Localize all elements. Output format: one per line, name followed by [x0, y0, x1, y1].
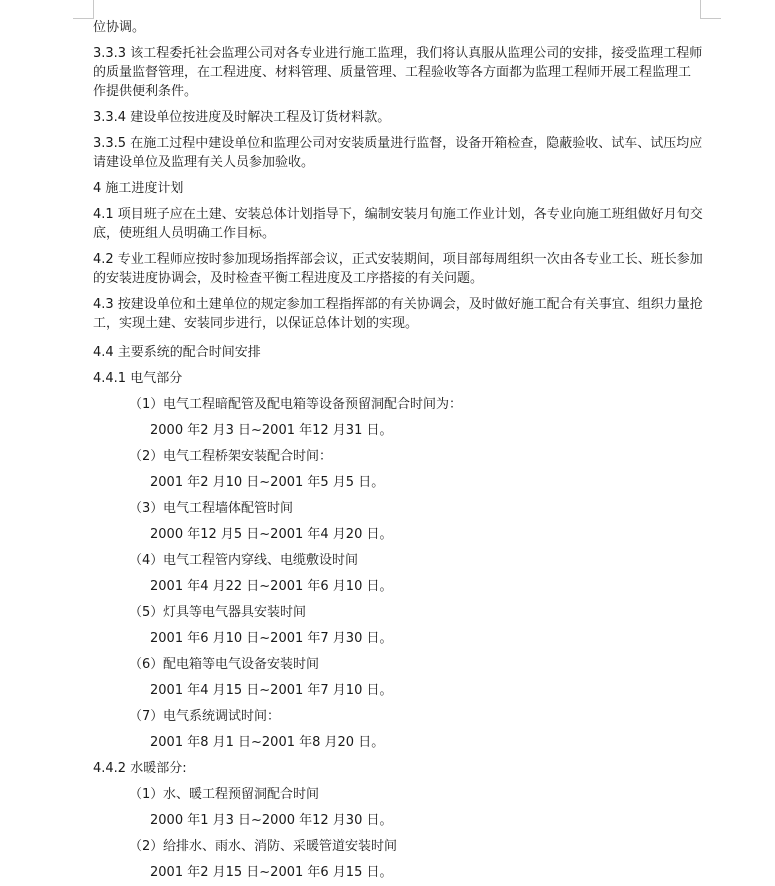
list-item-number: （1） [129, 787, 164, 802]
paragraph: 3.3.3 该工程委托社会监理公司对各专业进行施工监理，我们将认真服从监理公司的安排，接受监理工程师的质量监督管理，在工程进度、材料管理、质量管理、工程验收等各方面都为监理工程师开展工程监理工作提供便利条件。 [93, 46, 703, 99]
paragraph: 位协调。 [93, 20, 146, 35]
margin-mark-top-left [73, 0, 94, 19]
list-item-number: （6） [129, 657, 164, 672]
date-range: 2001 年8 月1 日~2001 年8 月20 日。 [150, 735, 385, 750]
list-item-text: 电气系统调试时间： [163, 709, 281, 724]
date-range: 2000 年2 月3 日~2001 年12 月31 日。 [150, 423, 393, 438]
list-item-text: 水、暖工程预留洞配合时间 [163, 787, 320, 802]
list-item [93, 834, 703, 860]
list-item [93, 652, 703, 678]
margin-mark-top-right [700, 0, 721, 19]
paragraph: 4.2 专业工程师应按时参加现场指挥部会议，正式安装期间，项目部每周组织一次由各专业工长、班长参加的安装进度协调会，及时检查平衡工程进度及工序搭接的有关问题。 [93, 252, 703, 286]
list-item-number: （7） [129, 709, 164, 724]
paragraph: 4.3 按建设单位和土建单位的规定参加工程指挥部的有关协调会，及时做好施工配合有关事宜、组织力量抢工，实现土建、安装同步进行，以保证总体计划的实现。 [93, 297, 703, 331]
list-item-number: （5） [129, 605, 164, 620]
list-item-number: （3） [129, 501, 164, 516]
date-range: 2001 年2 月15 日~2001 年6 月15 日。 [150, 865, 393, 880]
list-item [93, 444, 703, 470]
list-item-number: （2） [129, 839, 164, 854]
list-item-text: 给排水、雨水、消防、采暖管道安装时间 [163, 839, 398, 854]
document-body [93, 18, 703, 886]
list-item-text: 灯具等电气器具安装时间 [163, 605, 307, 620]
list-item-number: （4） [129, 553, 164, 568]
list-item-text: 配电箱等电气设备安装时间 [163, 657, 320, 672]
list-item [93, 548, 703, 574]
section-heading: 4.4 主要系统的配合时间安排 [93, 345, 261, 360]
date-range: 2001 年6 月10 日~2001 年7 月30 日。 [150, 631, 393, 646]
date-range: 2001 年4 月22 日~2001 年6 月10 日。 [150, 579, 393, 594]
list-item [93, 600, 703, 626]
section-heading: 4.4.2 水暖部分: [93, 761, 187, 776]
date-range: 2001 年2 月10 日~2001 年5 月5 日。 [150, 475, 385, 490]
list-item-text: 电气工程暗配管及配电箱等设备预留洞配合时间为： [163, 397, 463, 412]
date-range: 2001 年4 月15 日~2001 年7 月10 日。 [150, 683, 393, 698]
paragraph: 3.3.5 在施工过程中建设单位和监理公司对安装质量进行监督，设备开箱检查，隐蔽验收、试车、试压均应请建设单位及监理有关人员参加验收。 [93, 136, 703, 170]
paragraph: 4.1 项目班子应在土建、安装总体计划指导下，编制安装月旬施工作业计划，各专业向施工班组做好月旬交底，使班组人员明确工作目标。 [93, 207, 703, 241]
paragraph: 4 施工进度计划 [93, 181, 184, 196]
list-item [93, 392, 703, 418]
list-item-text: 电气工程桥架安装配合时间： [163, 449, 333, 464]
list-item-text: 电气工程管内穿线、电缆敷设时间 [163, 553, 359, 568]
date-range: 2000 年1 月3 日~2000 年12 月30 日。 [150, 813, 393, 828]
section-heading: 4.4.1 电气部分 [93, 371, 183, 386]
date-range: 2000 年12 月5 日~2001 年4 月20 日。 [150, 527, 393, 542]
list-item-number: （1） [129, 397, 164, 412]
paragraph: 3.3.4 建设单位按进度及时解决工程及订货材料款。 [93, 110, 391, 125]
list-item [93, 704, 703, 730]
list-item-text: 电气工程墙体配管时间 [163, 501, 294, 516]
list-item [93, 782, 703, 808]
list-item [93, 496, 703, 522]
list-item-number: （2） [129, 449, 164, 464]
